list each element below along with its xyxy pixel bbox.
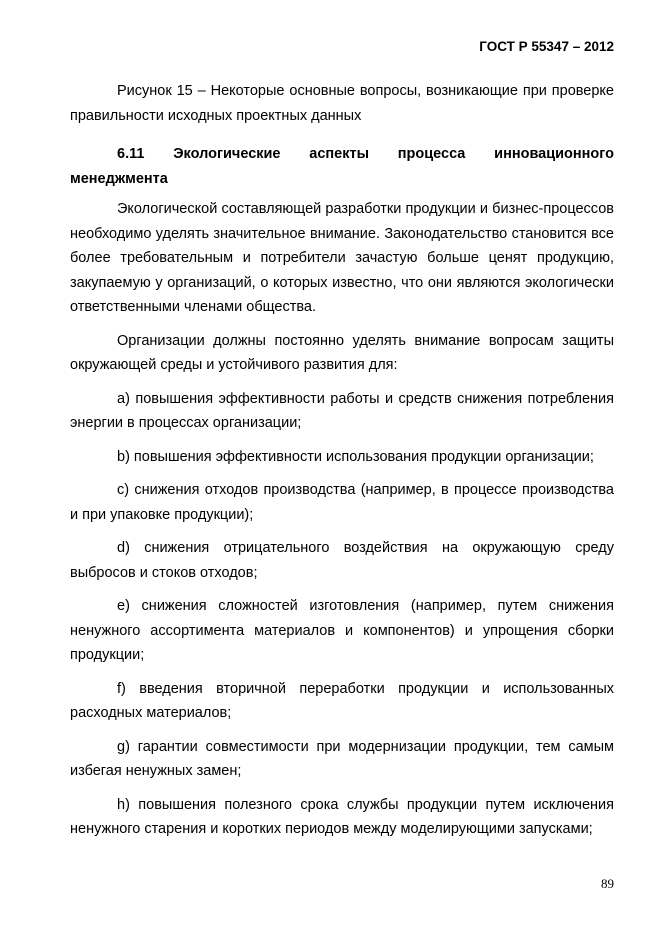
document-body	[70, 79, 614, 851]
list-item: b) повышения эффективности использования продукции организации;	[117, 448, 594, 465]
list-item: e) снижения сложностей изготовления (например, путем снижения ненужного ассортимента материалов и компонентов) и упрощения сборки продукции;	[70, 598, 614, 663]
list-item: a) повышения эффективности работы и средств снижения потребления энергии в процессах организации;	[70, 390, 614, 431]
figure-caption: Рисунок 15 – Некоторые основные вопросы, возникающие при проверке правильности исходных проектных данных	[70, 83, 614, 124]
list-item: d) снижения отрицательного воздействия на окружающую среду выбросов и стоков отходов;	[70, 540, 614, 581]
document-header: ГОСТ Р 55347 – 2012	[479, 39, 614, 54]
section-title: 6.11 Экологические аспекты процесса инновационного менеджмента	[70, 146, 614, 187]
page-number: 89	[601, 876, 614, 891]
list-item: f) введения вторичной переработки продукции и использованных расходных материалов;	[70, 680, 614, 721]
paragraph: Организации должны постоянно уделять внимание вопросам защиты окружающей среды и устойчивого развития для:	[70, 332, 614, 373]
list-item: c) снижения отходов производства (например, в процессе производства и при упаковке продукции);	[70, 482, 614, 523]
list-item: h) повышения полезного срока службы продукции путем исключения ненужного старения и коротких периодов между моделирующими запусками;	[70, 796, 614, 837]
paragraph: Экологической составляющей разработки продукции и бизнес-процессов необходимо уделять значительное внимание. Законодательство становится все более требовательным и потребители зачастую больше ценят продукцию, закупаемую у организаций, о которых известно, что они являются экологически ответственными членами общества.	[70, 201, 614, 315]
list-item: g) гарантии совместимости при модернизации продукции, тем самым избегая ненужных замен;	[70, 738, 614, 779]
